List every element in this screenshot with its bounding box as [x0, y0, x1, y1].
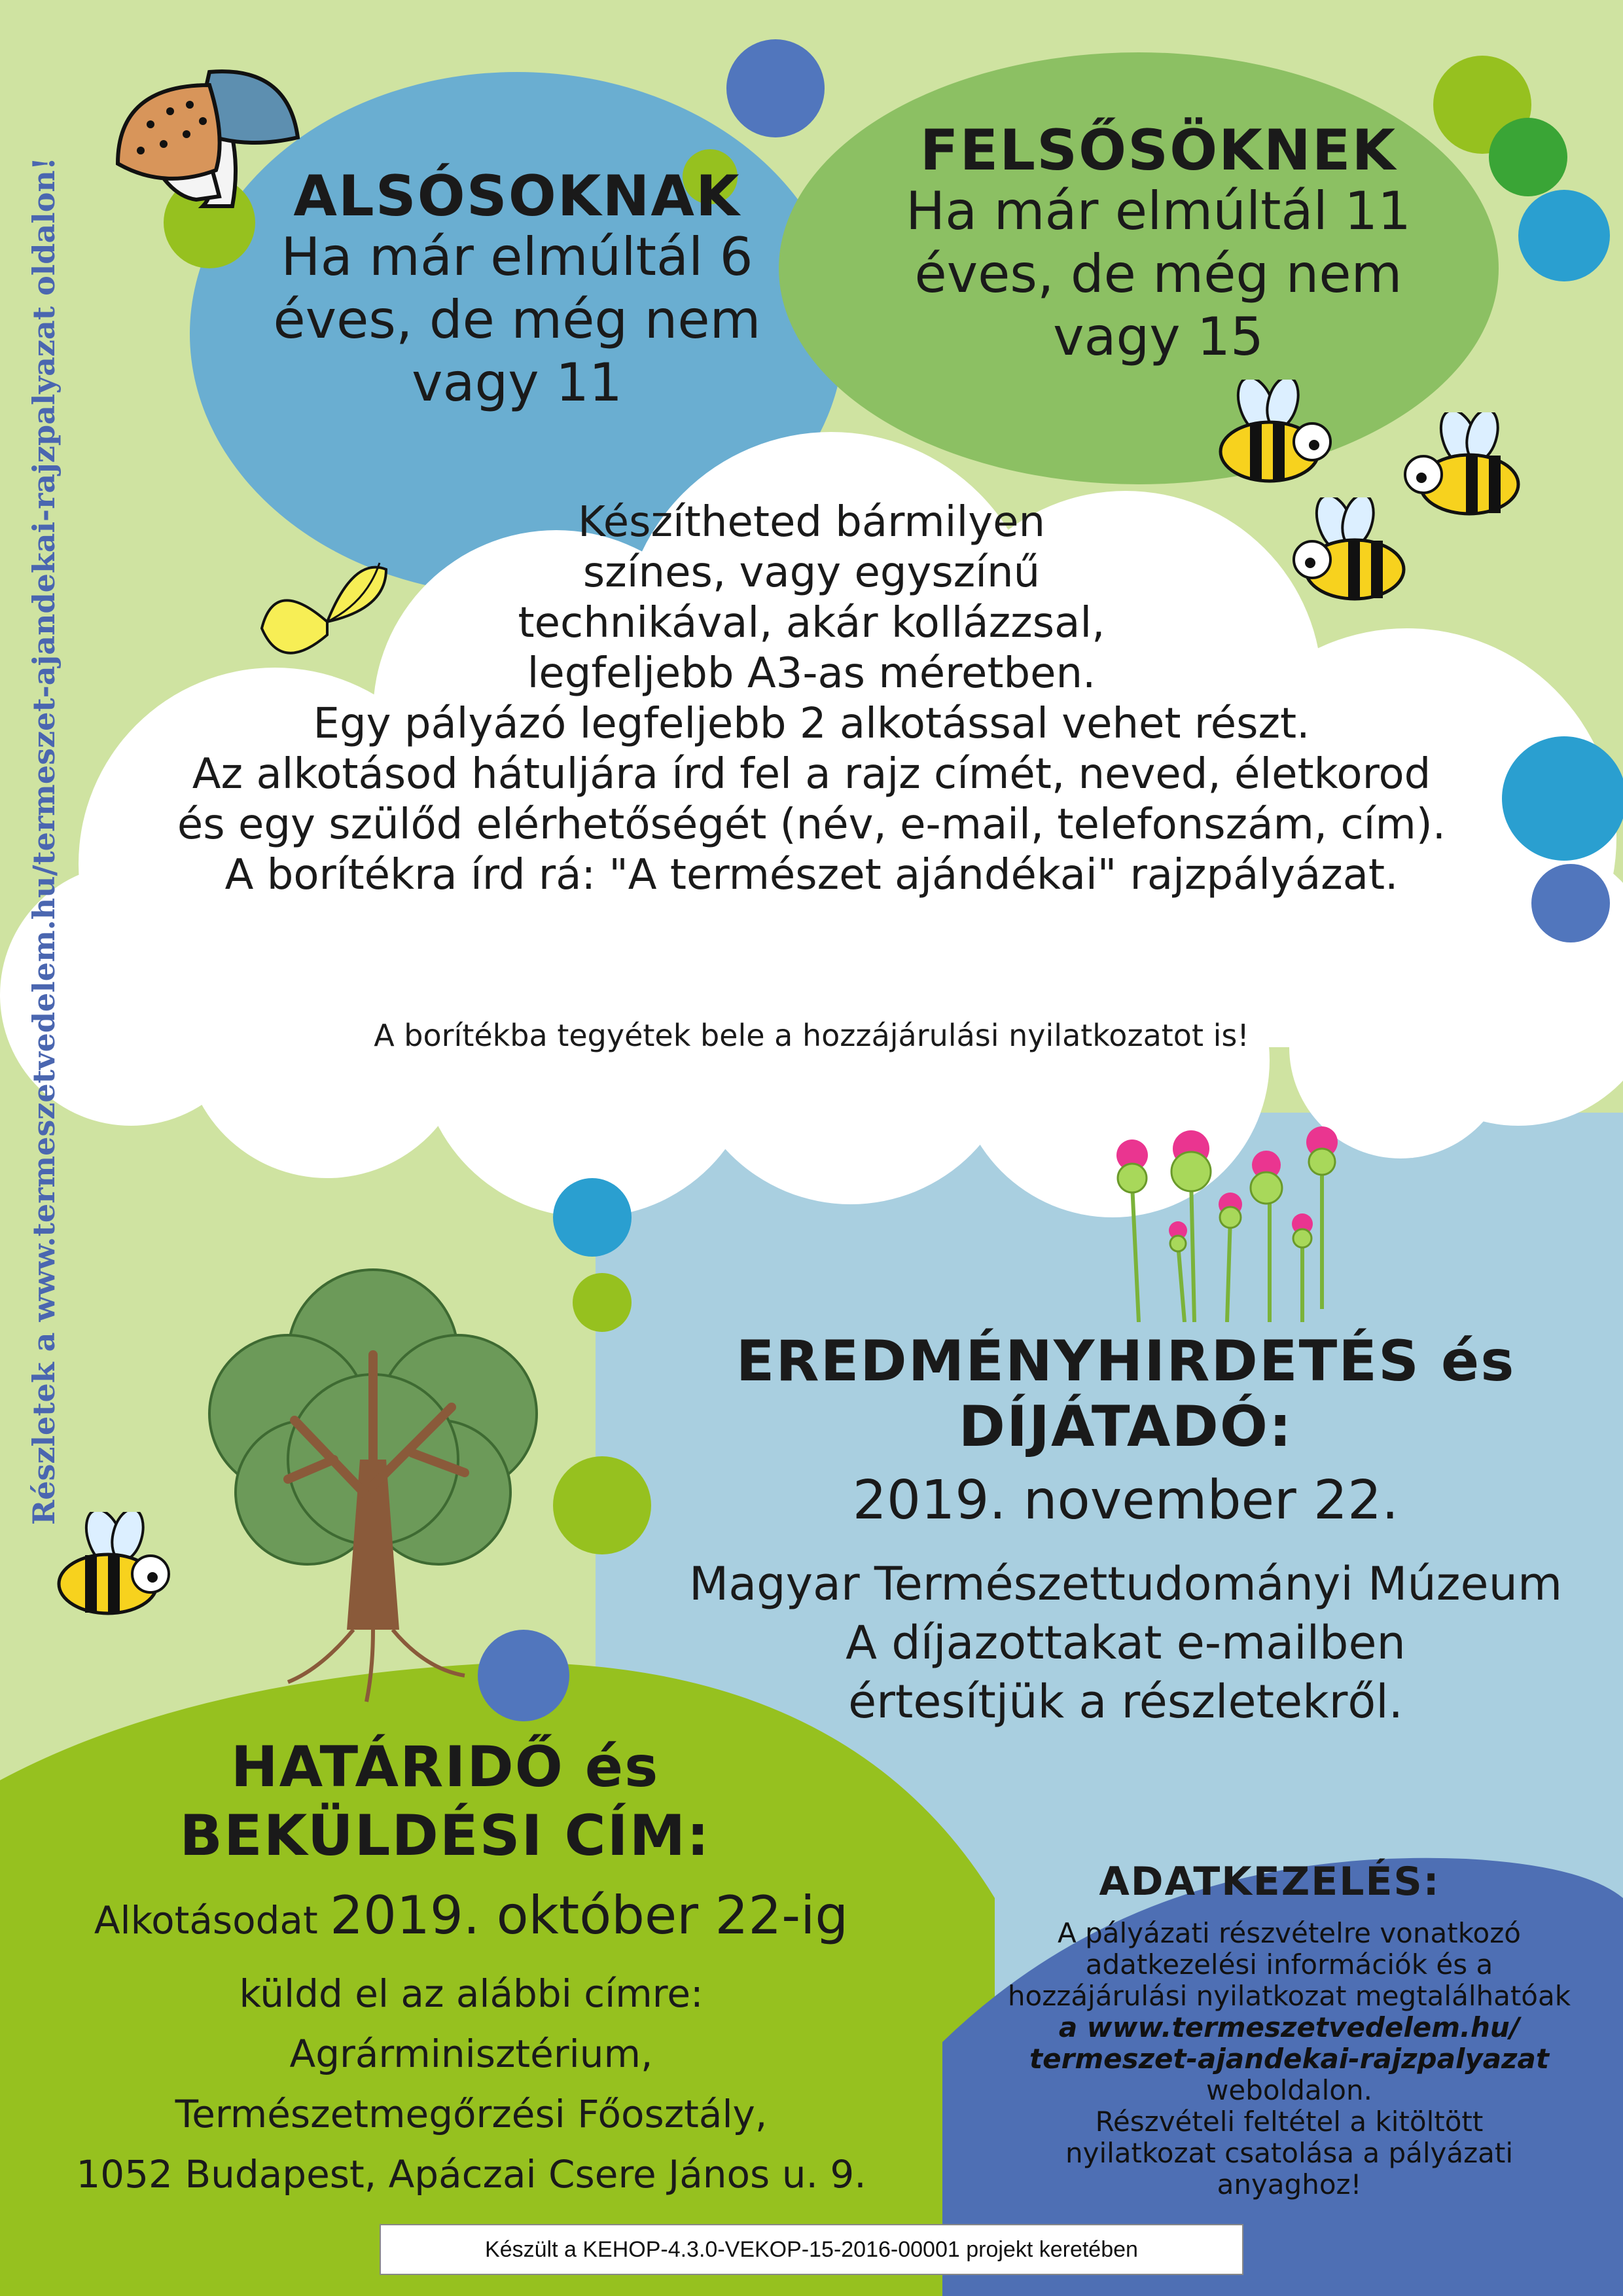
rules-line: A borítékra írd rá: "A természet ajándékai" rajzpályázat. [224, 851, 1399, 899]
project-footer: Készült a KEHOP-4.3.0-VEKOP-15-2016-00001 projekt keretében [380, 2224, 1243, 2275]
details-url-vertical: Részletek a www.termeszetvedelem.hu/termeszet-ajandekai-rajzpalyazat oldalon! [26, 156, 62, 1525]
seniors-line: éves, de még nem [914, 243, 1402, 304]
results-date: 2019. november 22. [852, 1469, 1399, 1532]
deadline-line: Agrárminisztérium, [289, 2032, 653, 2076]
results-line: értesítjük a részletekről. [848, 1675, 1403, 1729]
deadline-date-line [26, 1885, 916, 1946]
privacy-line: A pályázati részvételre vonatkozó [1058, 1917, 1521, 1949]
bee-icon [52, 1512, 183, 1630]
seniors-title: FELSŐSÖKNEK [919, 118, 1397, 183]
deadline-line: küldd el az alábbi címre: [239, 1971, 704, 2016]
privacy-link-line2[interactable]: termeszet-ajandekai-rajzpalyazat [1029, 2043, 1549, 2075]
deadline-address [26, 1964, 916, 2204]
deadline-title-line2: BEKÜLDÉSI CÍM: [179, 1803, 711, 1869]
results-line: Magyar Természettudományi Múzeum [688, 1557, 1563, 1611]
privacy-line: anyaghoz! [1217, 2168, 1362, 2200]
privacy-text [969, 1918, 1610, 2200]
seniors-line: vagy 15 [1053, 306, 1264, 367]
rules-line: Az alkotásod hátuljára írd fel a rajz címét, neved, életkorod [192, 750, 1431, 798]
rules-line: Készítheted bármilyen [577, 498, 1046, 547]
juniors-line: Ha már elmúltál 6 [281, 226, 753, 287]
juniors-line: éves, de még nem [273, 289, 761, 350]
privacy-line: Részvételi feltétel a kitöltött [1095, 2106, 1484, 2138]
juniors-line: vagy 11 [412, 352, 622, 413]
results-title-line1: EREDMÉNYHIRDETÉS és [736, 1329, 1516, 1394]
rules-line: és egy szülőd elérhetőségét (név, e-mail, telefonszám, cím). [177, 800, 1446, 849]
results-details [628, 1554, 1623, 1731]
seniors-line: Ha már elmúltál 11 [905, 181, 1412, 242]
privacy-line: nyilatkozat csatolása a pályázati [1065, 2137, 1514, 2169]
privacy-line: adatkezelési információk és a [1085, 1948, 1493, 1981]
rules-note: A borítékba tegyétek bele a hozzájárulási nyilatkozatot is! [374, 1018, 1249, 1053]
privacy-link-line1[interactable]: a www.termeszetvedelem.hu/ [1058, 2011, 1520, 2043]
juniors-age-text [223, 226, 812, 414]
rules-line: legfeljebb A3-as méretben. [527, 649, 1096, 698]
deadline-prefix: Alkotásodat [94, 1898, 318, 1943]
thistle-icon [1106, 1126, 1420, 1322]
rules-line: színes, vagy egyszínű [582, 548, 1041, 597]
rules-line: technikával, akár kollázzsal, [518, 599, 1105, 647]
juniors-title: ALSÓSOKNAK [293, 164, 741, 229]
privacy-line: hozzájárulási nyilatkozat megtalálhatóak [1007, 1980, 1571, 2012]
privacy-line: weboldalon. [1206, 2074, 1372, 2106]
bee-icon [1211, 380, 1342, 497]
deadline-line: Természetmegőrzési Főosztály, [175, 2092, 768, 2136]
privacy-title: ADATKEZELÉS: [1099, 1859, 1440, 1905]
seniors-age-text [844, 180, 1472, 368]
rules-line: Egy pályázó legfeljebb 2 alkotással vehet részt. [313, 700, 1310, 748]
results-line: A díjazottakat e-mailben [846, 1616, 1406, 1670]
rules-text [118, 497, 1505, 901]
deadline-title-line1: HATÁRIDŐ és [230, 1734, 660, 1800]
results-title-line2: DÍJÁTADÓ: [958, 1394, 1293, 1460]
tree-icon [177, 1263, 569, 1708]
deadline-line: 1052 Budapest, Apáczai Csere János u. 9. [76, 2152, 866, 2197]
deadline-date: 2019. október 22-ig [330, 1885, 849, 1946]
